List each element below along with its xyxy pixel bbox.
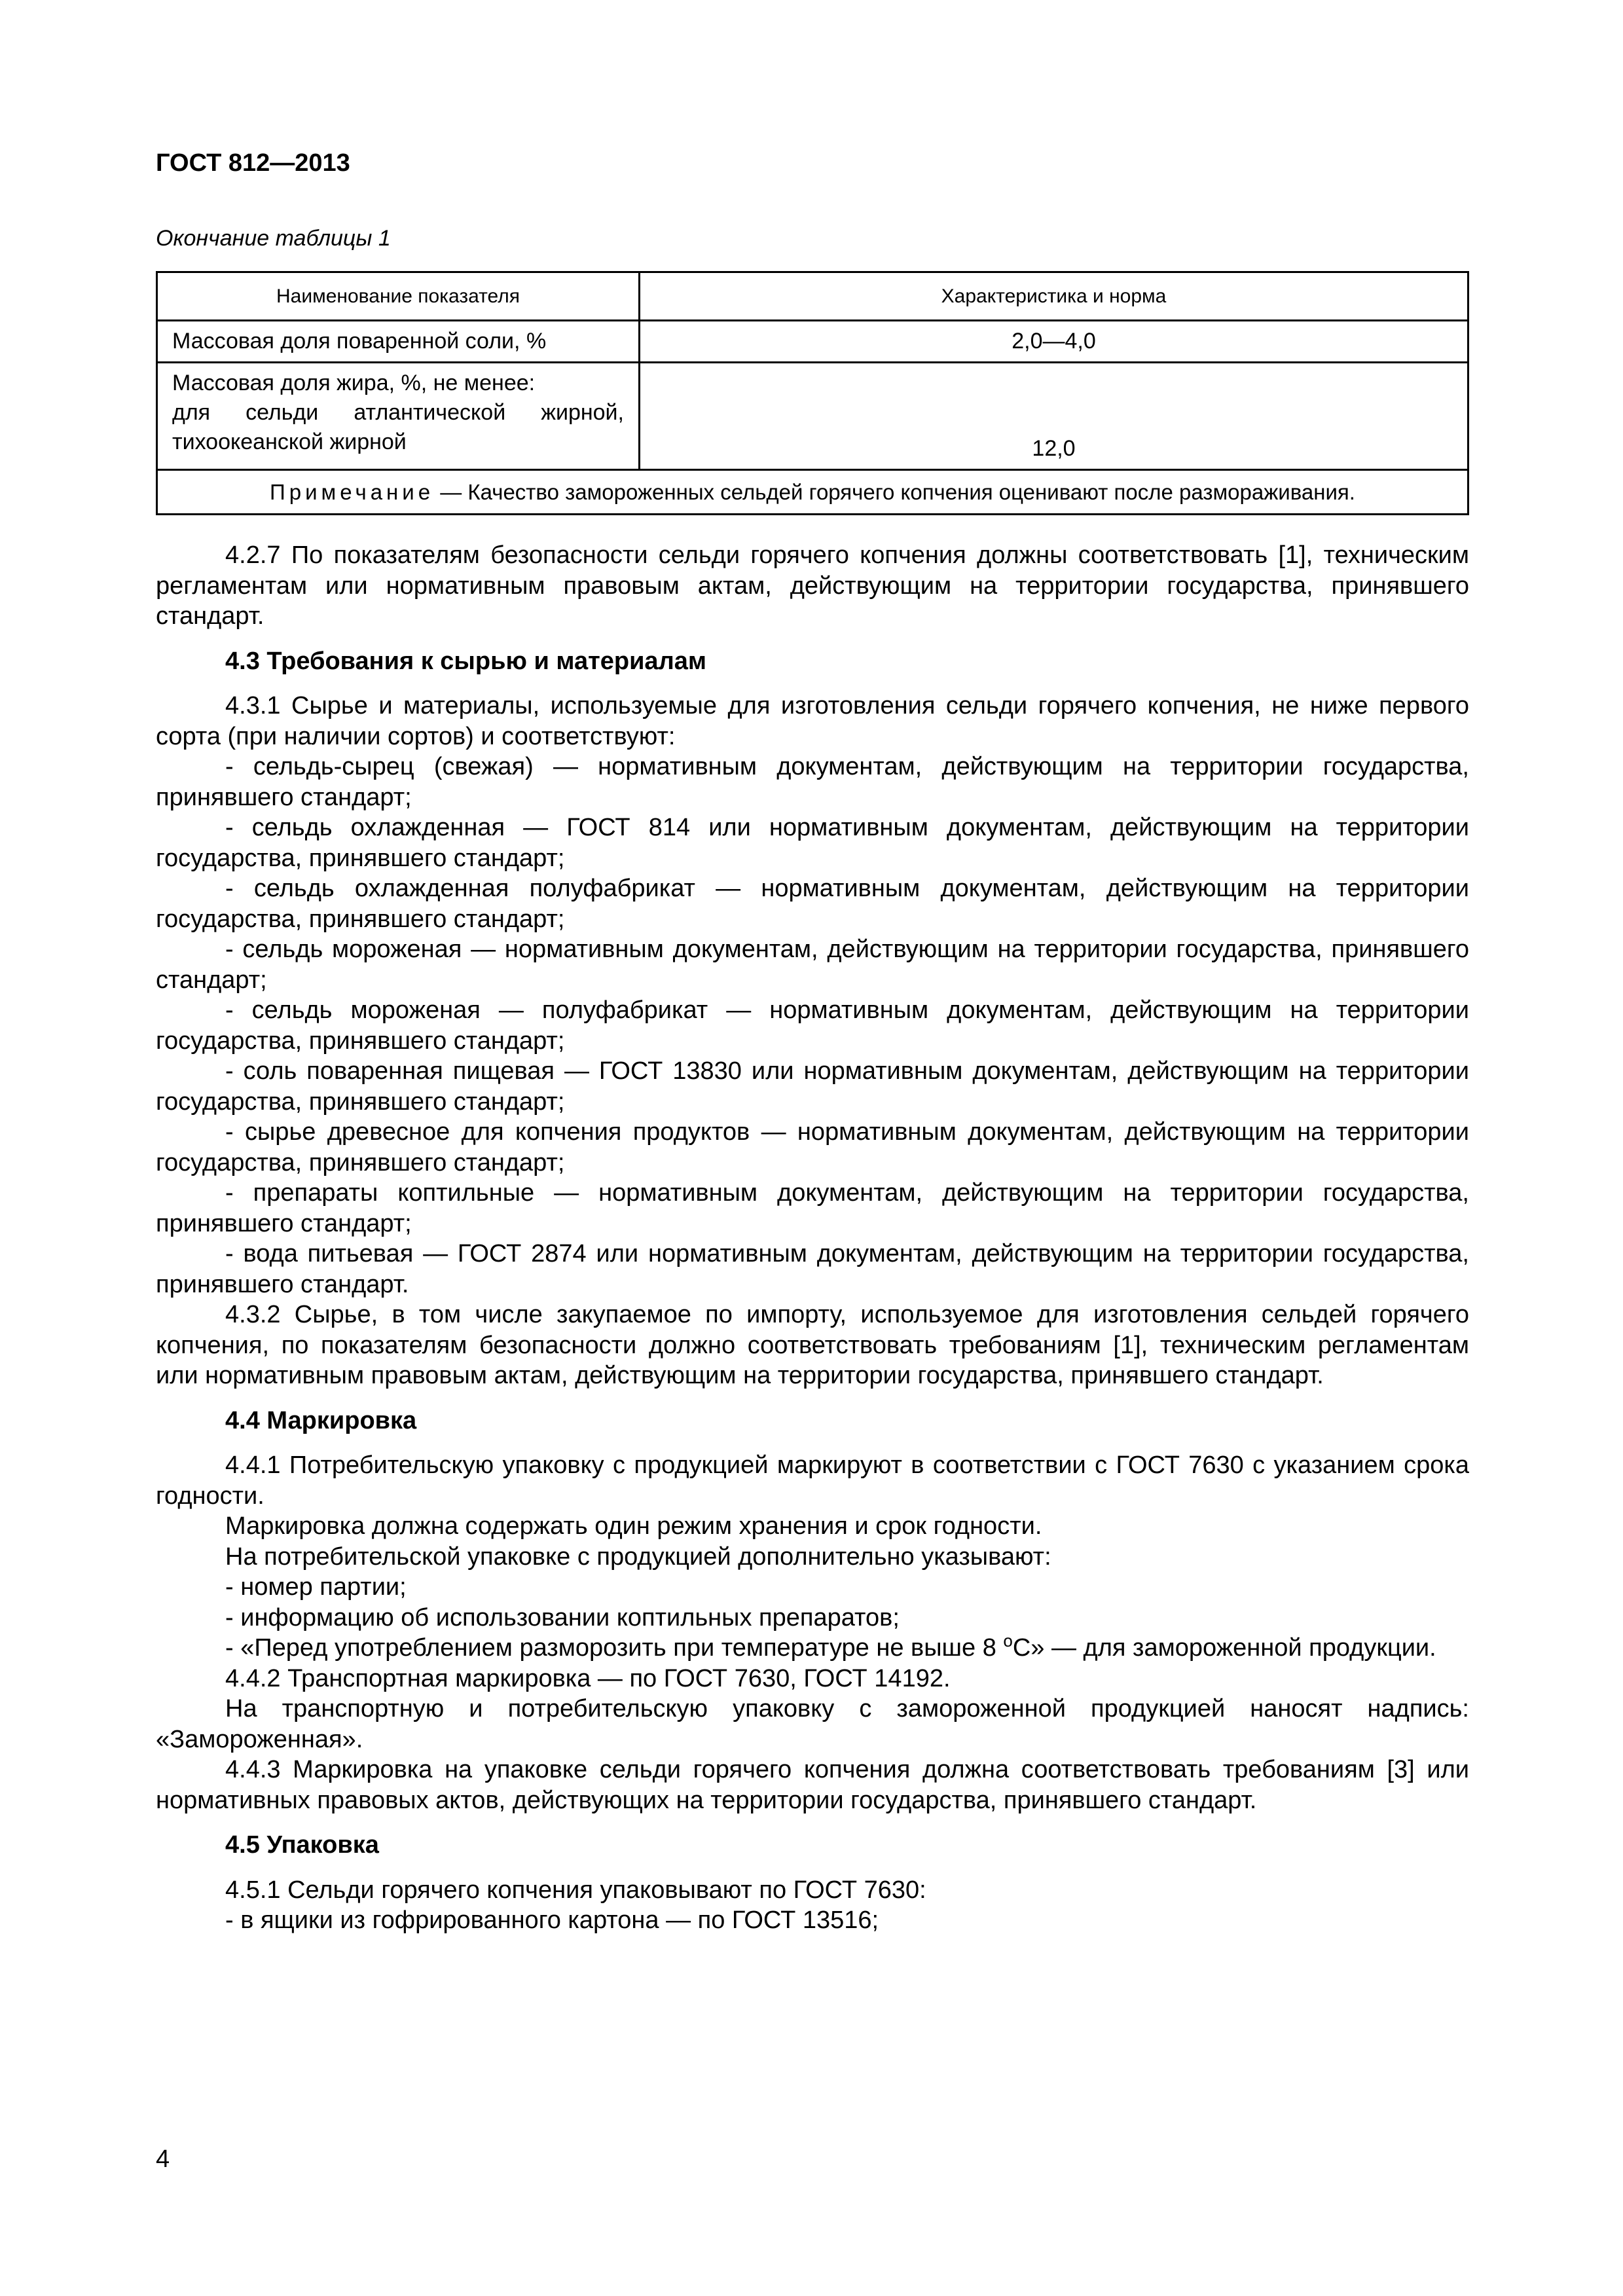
col-header-norm: Характеристика и норма — [640, 272, 1468, 321]
paragraph: 4.5.1 Сельди горячего копчения упаковывают по ГОСТ 7630: — [225, 1876, 926, 1904]
list-item-text: С» — для замороженной продукции. — [1012, 1634, 1436, 1662]
page-number: 4 — [156, 2145, 170, 2173]
list-item — [156, 1633, 1469, 1664]
row-fat-line: Массовая доля жира, %, не менее: — [172, 371, 536, 395]
row-fat-line: тихоокеанской жирной — [172, 429, 407, 454]
list-item: - вода питьевая — ГОСТ 2874 или нормативным документам, действующим на территории государства, принявшего стандарт. — [156, 1240, 1469, 1298]
document-id-header: ГОСТ 812—2013 — [156, 149, 350, 177]
degree-superscript: о — [1003, 1631, 1013, 1650]
row-fat-value: 12,0 — [640, 363, 1468, 470]
note-label: Примечание — [270, 480, 435, 504]
list-item: - сельдь мороженая — полуфабрикат — нормативным документам, действующим на территории государства, принявшего стандарт; — [156, 996, 1469, 1055]
section-heading: 4.4 Маркировка — [225, 1406, 417, 1434]
paragraph: 4.4.2 Транспортная маркировка — по ГОСТ 7630, ГОСТ 14192. — [225, 1664, 951, 1692]
table-header-row — [157, 272, 1468, 321]
list-item: - номер партии; — [225, 1573, 407, 1601]
table-note-row — [157, 470, 1468, 515]
list-item: - сельдь охлажденная полуфабрикат — нормативным документам, действующим на территории государства, принявшего стандарт; — [156, 875, 1469, 933]
paragraph: 4.4.3 Маркировка на упаковке сельди горячего копчения должна соответствовать требованиям [3] или нормативных правовых актов, действующих на территории государства, принявшего стандарт. — [156, 1756, 1469, 1814]
paragraph: 4.3.1 Сырье и материалы, используемые для изготовления сельди горячего копчения, не ниже первого сорта (при наличии сортов) и соответствуют: — [156, 692, 1469, 750]
list-item: - сельдь-сырец (свежая) — нормативным документам, действующим на территории государства, принявшего стандарт; — [156, 753, 1469, 811]
paragraph: 4.4.1 Потребительскую упаковку с продукцией маркируют в соответствии с ГОСТ 7630 с указанием срока годности. — [156, 1451, 1469, 1510]
list-item: - информацию об использовании коптильных препаратов; — [225, 1603, 900, 1631]
row-fat-line: для сельди атлантической жирной, — [172, 400, 624, 425]
list-item: - сельдь мороженая — нормативным документам, действующим на территории государства, принявшего стандарт; — [156, 936, 1469, 994]
table-caption: Окончание таблицы 1 — [156, 226, 391, 251]
indicators-table — [156, 271, 1469, 515]
paragraph: На потребительской упаковке с продукцией дополнительно указывают: — [225, 1542, 1051, 1571]
paragraph: На транспортную и потребительскую упаковку с замороженной продукцией наносят надпись: «Замороженная». — [156, 1695, 1469, 1753]
paragraph: 4.3.2 Сырье, в том числе закупаемое по импорту, используемое для изготовления сельдей горячего копчения, по показателям безопасности должно соответствовать требованиям [1], техническим регламентам или нормативным правовым актам, действующим на территории государства, принявшего стандарт. — [156, 1301, 1469, 1389]
list-item: - сырье древесное для копчения продуктов — нормативным документам, действующим на территории государства, принявшего стандарт; — [156, 1118, 1469, 1176]
row-salt-name: Массовая доля поваренной соли, % — [157, 321, 640, 363]
table-row — [157, 321, 1468, 363]
note-text: — Качество замороженных сельдей горячего копчения оценивают после размораживания. — [434, 480, 1355, 504]
list-item: - соль поваренная пищевая — ГОСТ 13830 или нормативным документам, действующим на территории государства, принявшего стандарт; — [156, 1057, 1469, 1116]
paragraph: Маркировка должна содержать один режим хранения и срок годности. — [225, 1512, 1042, 1540]
section-heading: 4.3 Требования к сырью и материалам — [225, 647, 706, 675]
col-header-indicator: Наименование показателя — [157, 272, 640, 321]
table-row — [157, 363, 1468, 470]
list-item: - в ящики из гофрированного картона — по ГОСТ 13516; — [225, 1906, 879, 1934]
table-note — [157, 470, 1468, 515]
section-heading: 4.5 Упаковка — [225, 1831, 379, 1859]
paragraph: 4.2.7 По показателям безопасности сельди горячего копчения должны соответствовать [1], техническим регламентам или нормативным правовым актам, действующим на территории государства, принявшего стандарт. — [156, 541, 1469, 630]
list-item-text: - «Перед употреблением разморозить при температуре не выше 8 — [225, 1634, 1004, 1662]
row-salt-value: 2,0—4,0 — [640, 321, 1468, 363]
list-item: - препараты коптильные — нормативным документам, действующим на территории государства, принявшего стандарт; — [156, 1179, 1469, 1237]
list-item: - сельдь охлажденная — ГОСТ 814 или нормативным документам, действующим на территории государства, принявшего стандарт; — [156, 814, 1469, 872]
body-text — [156, 540, 1469, 1936]
row-fat-name — [157, 363, 640, 470]
